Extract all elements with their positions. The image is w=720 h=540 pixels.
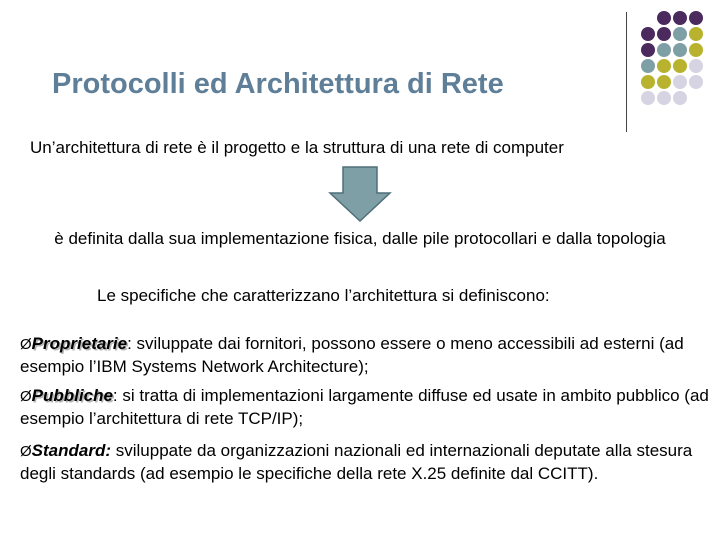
decorative-dot — [641, 43, 655, 57]
bullet-arrow-icon: Ø — [20, 443, 32, 460]
decorative-dot — [641, 59, 655, 73]
bullet-arrow-icon: Ø — [20, 388, 32, 405]
decorative-dot — [657, 59, 671, 73]
decorative-dot — [657, 27, 671, 41]
decorative-dot — [673, 59, 687, 73]
bullet-standard — [20, 440, 710, 485]
bullet-text: : si tratta di implementazioni largamente diffuse ed usate in ambito pubblico (ad esempio l’architettura di rete TCP/IP); — [20, 386, 709, 428]
definition-text: Un’architettura di rete è il progetto e la struttura di una rete di computer — [30, 138, 564, 157]
title-divider — [626, 12, 627, 132]
slide-title: Protocolli ed Architettura di Rete — [52, 68, 504, 100]
decorative-dot — [673, 27, 687, 41]
decorative-dot — [657, 91, 671, 105]
bullet-term: Standard: — [31, 441, 112, 460]
decorative-dot — [689, 43, 703, 57]
decorative-dot — [673, 75, 687, 89]
decorative-dot — [689, 59, 703, 73]
decorative-dot — [673, 43, 687, 57]
bullet-term: Pubbliche — [31, 386, 113, 405]
bullet-text: : sviluppate dai fornitori, possono essere o meno accessibili ad esterni (ad esempio l’IBM Systems Network Architecture); — [20, 334, 684, 376]
decorative-dot — [641, 27, 655, 41]
bullet-proprietarie — [20, 333, 710, 378]
bullet-term: Proprietarie — [31, 334, 128, 353]
decorative-dot — [657, 11, 671, 25]
decorative-dot — [689, 27, 703, 41]
decorative-dot — [673, 91, 687, 105]
decorative-dot — [689, 75, 703, 89]
specs-intro-text: Le specifiche che caratterizzano l’architettura si definiscono: — [97, 286, 550, 305]
decorative-dot — [673, 11, 687, 25]
decorative-dot — [641, 75, 655, 89]
bullet-pubbliche — [20, 385, 710, 430]
decorative-dot — [641, 91, 655, 105]
decorative-dot — [657, 75, 671, 89]
bullet-arrow-icon: Ø — [20, 336, 32, 353]
bullet-text: sviluppate da organizzazioni nazionali ed internazionali deputate alla stesura degli standards (ad esempio le specifiche della rete X.25 definite dal CCITT). — [20, 441, 693, 483]
decorative-dot — [657, 43, 671, 57]
decorative-dot — [689, 11, 703, 25]
defined-by-text: è definita dalla sua implementazione fisica, dalle pile protocollari e dalla topologia — [54, 229, 666, 248]
down-arrow-icon — [328, 165, 392, 223]
